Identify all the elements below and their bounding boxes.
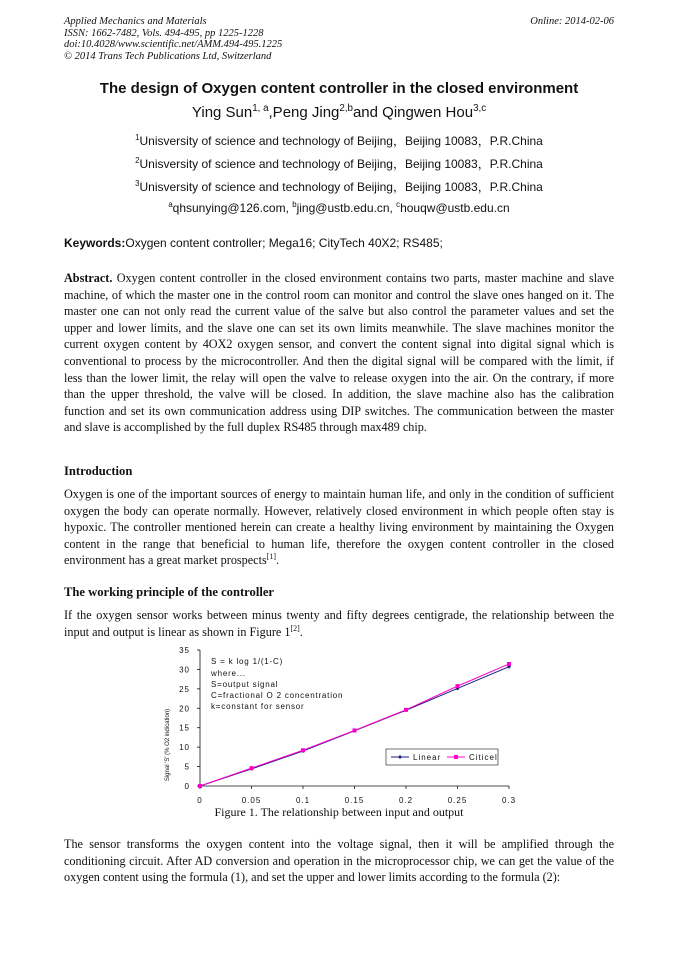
- abstract-label: Abstract.: [64, 271, 113, 285]
- data-point-citicel: [507, 662, 511, 666]
- email-a[interactable]: qhsunying@126.com,: [172, 201, 293, 215]
- author-1-sup: 1, a: [252, 103, 269, 114]
- figure-1-chart: [160, 645, 525, 805]
- data-point-citicel: [404, 708, 408, 712]
- y-tick-label: 5: [184, 762, 190, 772]
- chart-y-label: Signal 'S' (% O2 indication): [165, 708, 171, 782]
- affiliation-1-num: 1: [135, 133, 140, 142]
- keywords-text: Oxygen content controller; Mega16; CityTech 40X2; RS485;: [125, 236, 443, 250]
- paper-title: The design of Oxygen content controller in the closed environment: [99, 80, 579, 97]
- chart-annotations: [210, 657, 343, 711]
- journal-name: Applied Mechanics and Materials: [64, 16, 207, 27]
- annotation-line: S = k log 1/(1-C): [211, 657, 284, 666]
- chart-y-ticks: [179, 646, 200, 791]
- author-2: ,Peng Jing: [268, 104, 340, 121]
- data-point-citicel: [250, 766, 254, 770]
- y-tick-label: 0: [184, 782, 190, 791]
- legend-marker-citicel: [454, 755, 458, 759]
- after-figure-text: The sensor transforms the oxygen content into the voltage signal, then it will be amplified through the conditioning circuit. After AD conversion and operation in the microprocessor chip, we can get the value of the oxygen content using the formula (1), and set the upper and lower limits according to the formula (2):: [64, 837, 614, 885]
- abstract: [64, 270, 614, 436]
- affiliation-3: [0, 178, 678, 195]
- author-1: Ying Sun: [191, 104, 253, 121]
- principle-end: .: [299, 624, 303, 639]
- y-tick-label: 35: [179, 646, 190, 655]
- journal-copyright: © 2014 Trans Tech Publications Ltd, Switzerland: [64, 50, 272, 62]
- principle-body: [64, 607, 614, 640]
- author-3-sup: 3,c: [473, 103, 487, 114]
- author-3: and Qingwen Hou: [352, 104, 474, 121]
- chart-x-ticks: [197, 786, 516, 805]
- figure-caption: Figure 1. The relationship between input and output: [214, 805, 464, 819]
- x-tick-label: 0.3: [501, 796, 517, 805]
- affiliation-2: [0, 155, 678, 172]
- email-b[interactable]: jing@ustb.edu.cn,: [296, 201, 397, 215]
- chart-legend: [386, 749, 498, 765]
- data-point-citicel: [353, 728, 357, 732]
- introduction-heading: Introduction: [64, 464, 133, 478]
- abstract-text: Oxygen content controller in the closed environment contains two parts, master machine and slave machine, of which the master one in the control room can monitor and control the slave ones hanged on it. The master one can not only read the current value of the salve but also control the parameter values and set the upper and lower limits, and the slave one can set its own limits meanwhile. The slave machines monitor the current oxygen content by 4OX2 oxygen sensor, and convert the content signal into digital signal which is conventional to process by the microcontroller. And then the digital signal will be compared with the limit, if less than the lower limit, the relay will open the valve to release oxygen into the air. On the contrary, if more than the upper threshold, the valve will be closed. In addition, the slave machine also has the calibration function and set its own communication address using DIP switches. The communication between the master and slave is accomplished by the full duplex RS485 through max489 chip.: [64, 271, 614, 435]
- x-tick-label: 0.1: [295, 796, 311, 805]
- x-tick-label: 0.15: [344, 796, 365, 805]
- chart-axes: [200, 650, 509, 786]
- data-point-citicel: [456, 684, 460, 688]
- introduction-text: Oxygen is one of the important sources of energy to maintain human life, and only in the condition of sufficient oxygen the body can operate normally. However, relatively closed environment in which people often stay is hypoxic. The controller mentioned herein can create a healthy living environment by maintaining the Oxygen content in the range that beneficial to human life, therefore the oxygen content controller in the closed environment has a great market prospects: [64, 487, 614, 568]
- online-date: Online: 2014-02-06: [530, 16, 614, 27]
- x-tick-label: 0.05: [241, 796, 262, 805]
- annotation-line: where...: [211, 669, 246, 678]
- affiliation-1: [0, 132, 678, 149]
- legend-label-linear: Linear: [413, 753, 442, 762]
- affiliation-2-text: Unisversity of science and technology of Beijing，Beijing 10083，P.R.China: [139, 157, 543, 171]
- annotation-line: C=fractional O 2 concentration: [211, 691, 344, 700]
- principle-text: If the oxygen sensor works between minus twenty and fifty degrees centigrade, the relationship between the input and output is linear as shown in Figure 1: [64, 608, 614, 639]
- email-b-mark: b: [292, 200, 297, 209]
- y-tick-label: 10: [179, 743, 190, 753]
- data-point-citicel: [301, 748, 305, 752]
- email-c-mark: c: [396, 200, 401, 209]
- data-point-citicel: [198, 784, 202, 788]
- journal-header: [64, 16, 282, 62]
- y-tick-label: 25: [179, 684, 190, 694]
- annotation-line: S=output signal: [211, 680, 279, 689]
- x-tick-label: 0.2: [398, 796, 414, 805]
- affiliation-1-text: Unisversity of science and technology of Beijing，Beijing 10083，P.R.China: [139, 134, 543, 148]
- principle-heading: The working principle of the controller: [64, 585, 274, 599]
- annotation-line: k=constant for sensor: [211, 702, 305, 711]
- introduction-end: .: [275, 553, 280, 568]
- affiliation-2-num: 2: [135, 156, 140, 165]
- affiliation-3-text: Unisversity of science and technology of Beijing，Beijing 10083，P.R.China: [139, 180, 543, 194]
- journal-issn: ISSN: 1662-7482, Vols. 494-495, pp 1225-1228: [64, 27, 264, 39]
- introduction-body: [64, 486, 614, 569]
- affiliation-3-num: 3: [135, 179, 140, 188]
- y-tick-label: 30: [179, 665, 190, 675]
- email-c[interactable]: houqw@ustb.edu.cn: [400, 201, 510, 215]
- journal-doi: doi:10.4028/www.scientific.net/AMM.494-495.1225: [64, 39, 283, 50]
- x-tick-label: 0.25: [447, 796, 468, 805]
- keywords: [64, 236, 443, 250]
- introduction-ref[interactable]: [1]: [266, 552, 276, 562]
- email-a-mark: a: [168, 200, 173, 209]
- keywords-label: Keywords:: [64, 236, 126, 250]
- legend-label-citicel: Citicel: [469, 753, 498, 762]
- email-line: [0, 201, 678, 215]
- y-tick-label: 20: [179, 704, 190, 714]
- y-tick-label: 15: [179, 723, 190, 733]
- x-tick-label: 0: [197, 796, 203, 805]
- authors-line: [0, 104, 678, 121]
- principle-ref[interactable]: [2]: [290, 623, 300, 633]
- author-2-sup: 2,b: [339, 103, 353, 114]
